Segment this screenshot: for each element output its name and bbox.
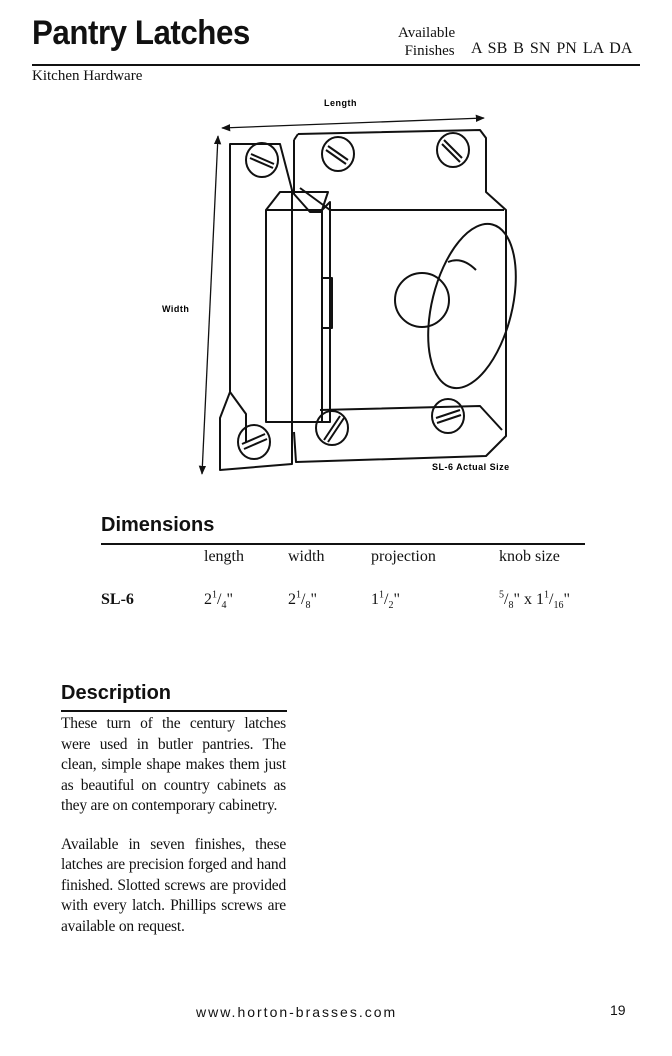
dimensions-heading: Dimensions bbox=[101, 514, 215, 536]
category-subtitle: Kitchen Hardware bbox=[32, 68, 143, 84]
finish-codes: A SB B SN PN LA DA bbox=[471, 40, 633, 57]
description-paragraph: These turn of the century latches were used in butler pantries. The clean, simple shape makes them just as beautiful on country cabinets as they are on contemporary cabinetry. bbox=[61, 715, 286, 814]
description-body bbox=[61, 714, 286, 955]
latch-drawing bbox=[150, 92, 540, 492]
column-header-width: width bbox=[288, 548, 325, 565]
header-divider bbox=[32, 64, 640, 66]
length-value: $2^1/_4$" bbox=[204, 589, 233, 612]
width-dimension-line bbox=[202, 136, 218, 474]
screw-top-right bbox=[437, 133, 469, 167]
width-value: $2^1/_8$" bbox=[288, 589, 317, 612]
page-number: 19 bbox=[610, 1002, 626, 1018]
screw-top-middle bbox=[322, 137, 354, 171]
actual-size-caption: SL-6 Actual Size bbox=[432, 462, 510, 472]
description-paragraph: Available in seven finishes, these latches are precision forged and hand finished. Slotted screws are provided with every latch. Phillips screws are available on request. bbox=[61, 835, 286, 935]
description-divider bbox=[61, 710, 287, 712]
description-heading: Description bbox=[61, 682, 172, 704]
dimensions-divider bbox=[101, 543, 585, 545]
sku-label: SL-6 bbox=[101, 591, 134, 608]
screw-top-left bbox=[246, 143, 278, 177]
screw-bottom-left bbox=[238, 425, 270, 459]
knob bbox=[395, 215, 531, 397]
page-title: Pantry Latches bbox=[32, 14, 250, 52]
column-header-knob-size: knob size bbox=[499, 548, 560, 565]
available-label-line1: Available bbox=[398, 25, 456, 41]
available-finishes-label bbox=[398, 24, 455, 60]
length-dimension-line bbox=[222, 118, 484, 128]
width-label: Width bbox=[162, 304, 190, 314]
length-label: Length bbox=[324, 98, 357, 108]
column-header-length: length bbox=[204, 548, 244, 565]
available-label-line2: Finishes bbox=[404, 43, 455, 59]
screw-bottom-middle bbox=[316, 411, 348, 445]
column-header-projection: projection bbox=[371, 548, 436, 565]
screw-bottom-right bbox=[432, 399, 464, 433]
projection-value: $1^1/_2$" bbox=[371, 589, 400, 612]
website-url: www.horton-brasses.com bbox=[196, 1004, 398, 1020]
strike-plate bbox=[220, 144, 330, 470]
knob-size-value: $^5/_8$" x $1^1/_{16}$" bbox=[499, 589, 570, 612]
